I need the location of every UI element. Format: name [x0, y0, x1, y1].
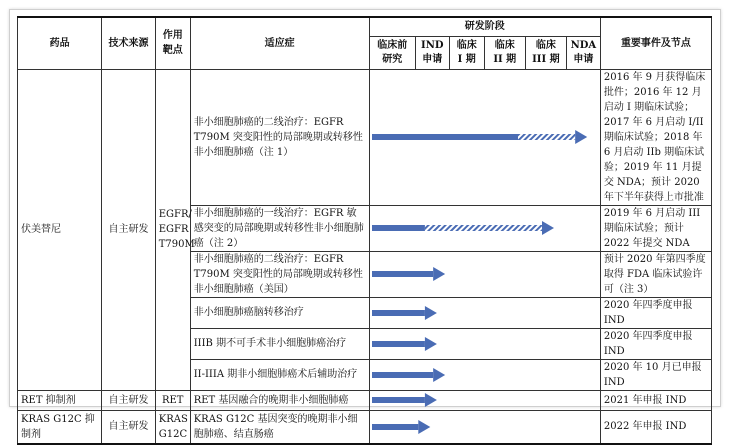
progress-cell — [369, 69, 600, 205]
header-events: 重要事件及节点 — [600, 17, 711, 69]
header-stage-line: 临床 — [535, 39, 556, 51]
progress-arrowhead — [575, 130, 587, 144]
progress-hatched-segment — [424, 225, 541, 231]
progress-bar — [370, 336, 595, 352]
indication-cell: 非小细胞肺癌脑转移治疗 — [190, 297, 369, 328]
indication-cell: KRAS G12C 基因突变的晚期非小细胞肺癌、结直肠癌 — [190, 410, 369, 444]
progress-cell — [369, 359, 600, 390]
event-cell: 2016 年 9 月获得临床批件；2016 年 12 月启动 I 期临床试验；2017 年 6 月启动 I/II 期临床试验；2018 年 6 月启动 IIb 期临床试验；2019 年 11 月提交 NDA；预计 2020 年下半年获得上市批准 — [600, 69, 711, 205]
header-stage-line: 临床 — [456, 39, 477, 51]
header-stage-line: I 期 — [457, 53, 476, 65]
progress-cell — [369, 328, 600, 359]
target-cell: KRAS G12C — [155, 410, 190, 444]
source-cell: 自主研发 — [102, 390, 155, 410]
event-cell: 2021 年申报 IND — [600, 390, 711, 410]
header-stage-group: 研发阶段 — [369, 17, 600, 36]
progress-cell — [369, 205, 600, 251]
header-stage-line: III 期 — [532, 53, 560, 65]
event-cell: 2020 年四季度申报 IND — [600, 297, 711, 328]
header-stage-line: II 期 — [493, 53, 517, 65]
header-stage-line: 申请 — [573, 53, 594, 65]
progress-cell — [369, 410, 600, 444]
event-cell: 2020 年四季度申报 IND — [600, 328, 711, 359]
event-cell: 2019 年 6 月启动 III 期临床试验；预计 2022 年提交 NDA — [600, 205, 711, 251]
header-drug: 药品 — [18, 17, 102, 69]
header-stage-5 — [566, 36, 600, 69]
progress-arrowhead — [424, 393, 436, 407]
progress-bar — [370, 392, 595, 408]
header-stage-0 — [369, 36, 415, 69]
progress-solid-segment — [372, 271, 433, 277]
progress-solid-segment — [372, 372, 433, 378]
progress-hatched-segment — [518, 134, 575, 140]
header-stage-line: 研究 — [382, 53, 403, 65]
header-target: 作用靶点 — [155, 17, 190, 69]
progress-solid-segment — [372, 341, 425, 347]
header-tech-source: 技术来源 — [102, 17, 155, 69]
header-stage-1 — [415, 36, 449, 69]
table-row — [18, 390, 712, 410]
progress-bar — [370, 266, 595, 282]
progress-bar — [370, 419, 595, 435]
header-stage-2 — [449, 36, 484, 69]
progress-bar — [370, 367, 595, 383]
drug-cell: KRAS G12C 抑制剂 — [18, 410, 102, 444]
header-indication: 适应症 — [190, 17, 369, 69]
progress-arrowhead — [418, 420, 430, 434]
indication-cell: 非小细胞肺癌的一线治疗：EGFR 敏感突变的局部晚期或转移性非小细胞肺癌（注 2） — [190, 205, 369, 251]
drug-cell: RET 抑制剂 — [18, 390, 102, 410]
pipeline-table — [17, 16, 712, 445]
header-stage-line: NDA — [570, 39, 597, 51]
event-cell: 2020 年 10 月已申报 IND — [600, 359, 711, 390]
header-stage-line: IND — [421, 39, 444, 51]
indication-cell: RET 基因融合的晚期非小细胞肺癌 — [190, 390, 369, 410]
progress-solid-segment — [372, 424, 418, 430]
progress-cell — [369, 297, 600, 328]
progress-arrowhead — [433, 368, 445, 382]
table-row — [18, 410, 712, 444]
progress-bar — [370, 129, 595, 145]
progress-solid-segment — [372, 225, 425, 231]
target-cell: RET — [155, 390, 190, 410]
progress-solid-segment — [372, 134, 518, 140]
indication-cell: IIIB 期不可手术非小细胞肺癌治疗 — [190, 328, 369, 359]
progress-bar — [370, 220, 595, 236]
header-stage-4 — [525, 36, 566, 69]
table-row — [18, 69, 712, 205]
header-stage-line: 临床 — [494, 39, 515, 51]
indication-cell: II-IIIA 期非小细胞肺癌术后辅助治疗 — [190, 359, 369, 390]
indication-cell: 非小细胞肺癌的二线治疗：EGFR T790M 突变阳性的局部晚期或转移性非小细胞肺癌（美国） — [190, 251, 369, 297]
event-cell: 2022 年申报 IND — [600, 410, 711, 444]
progress-arrowhead — [542, 221, 554, 235]
source-cell: 自主研发 — [102, 69, 155, 390]
source-cell: 自主研发 — [102, 410, 155, 444]
indication-cell: 非小细胞肺癌的二线治疗：EGFR T790M 突变阳性的局部晚期或转移性非小细胞肺癌（注 1） — [190, 69, 369, 205]
progress-solid-segment — [372, 310, 425, 316]
header-stage-line: 临床前 — [377, 39, 408, 51]
drug-cell: 伏美替尼 — [18, 69, 102, 390]
event-cell: 预计 2020 年第四季度取得 FDA 临床试验许可（注 3） — [600, 251, 711, 297]
progress-arrowhead — [424, 306, 436, 320]
target-cell: EGFR/ EGFR T790M — [155, 69, 190, 390]
progress-bar — [370, 305, 595, 321]
progress-solid-segment — [372, 397, 425, 403]
header-stage-3 — [484, 36, 525, 69]
progress-arrowhead — [424, 337, 436, 351]
progress-cell — [369, 390, 600, 410]
progress-cell — [369, 251, 600, 297]
header-stage-line: 申请 — [422, 53, 443, 65]
progress-arrowhead — [433, 267, 445, 281]
